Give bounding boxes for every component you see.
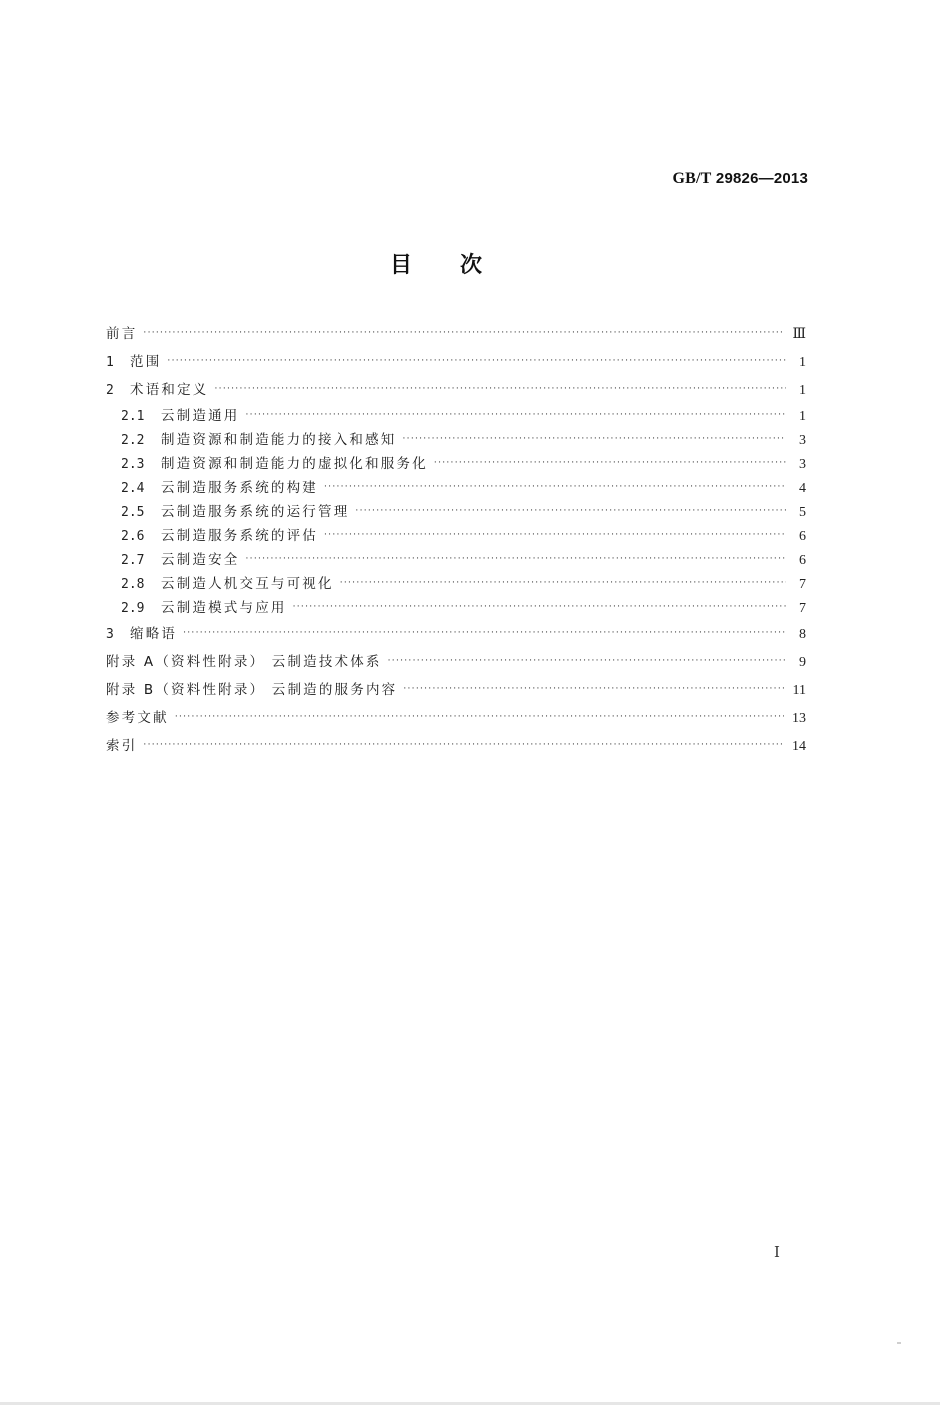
toc-entry-number: 2	[106, 383, 114, 398]
leader-dots	[175, 703, 784, 731]
toc-entry-2-4[interactable]	[106, 476, 806, 500]
page-bottom-edge	[0, 1402, 940, 1405]
toc-entry-number: 2.1	[121, 409, 145, 424]
toc-entry-page: 9	[799, 655, 806, 670]
standard-number: 29826—2013	[715, 170, 808, 187]
toc-entry-appendix-a[interactable]	[106, 648, 806, 676]
toc-entry-page: 1	[799, 355, 806, 370]
toc-entry-2-3[interactable]	[106, 452, 806, 476]
toc-entry-number: 3	[106, 627, 114, 642]
toc-entry-number: 2.9	[121, 601, 145, 616]
toc-entry-label: 云制造服务系统的评估	[161, 528, 318, 544]
leader-dots	[403, 675, 784, 703]
toc-entry-label: 前言	[106, 326, 138, 342]
toc-entry-page: 1	[799, 383, 806, 398]
leader-dots	[355, 499, 786, 523]
toc-entry-label: 制造资源和制造能力的接入和感知	[161, 432, 397, 448]
toc-entry-number: 2.2	[121, 433, 145, 448]
leader-dots	[434, 451, 786, 475]
leader-dots	[215, 375, 787, 403]
toc-entry-page: 8	[799, 627, 806, 642]
toc-entry-label: 云制造安全	[161, 552, 240, 568]
toc-entry-abbreviations[interactable]	[106, 620, 806, 648]
table-of-contents	[106, 320, 806, 760]
scan-mark	[897, 1342, 901, 1344]
toc-entry-number: 2.6	[121, 529, 145, 544]
toc-entry-page: 3	[799, 433, 806, 448]
toc-entry-scope[interactable]	[106, 348, 806, 376]
toc-entry-number: 2.8	[121, 577, 145, 592]
toc-entry-appendix-b[interactable]	[106, 676, 806, 704]
toc-entry-label: 云制造服务系统的构建	[161, 480, 318, 496]
toc-entry-label: 索引	[106, 738, 138, 754]
toc-entry-references[interactable]	[106, 704, 806, 732]
toc-entry-page: 7	[799, 577, 806, 592]
toc-entry-label: 云制造通用	[161, 408, 240, 424]
page-number: Ⅰ	[774, 1245, 780, 1261]
leader-dots	[246, 547, 787, 571]
toc-entry-2-2[interactable]	[106, 428, 806, 452]
toc-entry-index[interactable]	[106, 732, 806, 760]
toc-entry-page: Ⅲ	[792, 327, 806, 342]
leader-dots	[143, 731, 784, 759]
leader-dots	[293, 595, 786, 619]
toc-entry-label: 云制造模式与应用	[161, 600, 287, 616]
toc-entry-number: 1	[106, 355, 114, 370]
toc-entry-number: 2.4	[121, 481, 145, 496]
toc-entry-2-8[interactable]	[106, 572, 806, 596]
toc-entry-foreword[interactable]	[106, 320, 806, 348]
toc-entry-label: 制造资源和制造能力的虚拟化和服务化	[161, 456, 428, 472]
leader-dots	[324, 475, 786, 499]
leader-dots	[183, 619, 786, 647]
toc-entry-label: 附录 B（资料性附录） 云制造的服务内容	[106, 682, 398, 698]
toc-entry-label: 云制造人机交互与可视化	[161, 576, 334, 592]
standard-code	[672, 170, 808, 188]
leader-dots	[340, 571, 786, 595]
toc-entry-page: 3	[799, 457, 806, 472]
toc-entry-page: 4	[799, 481, 806, 496]
toc-entry-label: 术语和定义	[130, 382, 209, 398]
standard-prefix: GB/T	[672, 170, 712, 187]
toc-entry-number: 2.7	[121, 553, 145, 568]
toc-entry-2-6[interactable]	[106, 524, 806, 548]
toc-entry-page: 1	[799, 409, 806, 424]
toc-entry-label: 云制造服务系统的运行管理	[161, 504, 350, 520]
toc-entry-page: 5	[799, 505, 806, 520]
leader-dots	[324, 523, 786, 547]
page-title: 目次	[389, 253, 530, 278]
toc-entry-2-7[interactable]	[106, 548, 806, 572]
toc-entry-terms[interactable]	[106, 376, 806, 404]
toc-entry-page: 6	[799, 529, 806, 544]
toc-entry-label: 范围	[130, 354, 162, 370]
leader-dots	[403, 427, 787, 451]
toc-entry-page: 7	[799, 601, 806, 616]
toc-entry-page: 14	[792, 739, 806, 754]
toc-entry-label: 缩略语	[130, 626, 178, 642]
toc-entry-2-1[interactable]	[106, 404, 806, 428]
toc-entry-page: 6	[799, 553, 806, 568]
toc-entry-number: 2.3	[121, 457, 145, 472]
toc-entry-label: 附录 A（资料性附录） 云制造技术体系	[106, 654, 382, 670]
toc-entry-2-9[interactable]	[106, 596, 806, 620]
leader-dots	[143, 319, 784, 347]
toc-entry-page: 11	[792, 683, 806, 698]
leader-dots	[388, 647, 786, 675]
toc-entry-number: 2.5	[121, 505, 145, 520]
leader-dots	[246, 403, 787, 427]
toc-entry-page: 13	[792, 711, 806, 726]
toc-entry-2-5[interactable]	[106, 500, 806, 524]
leader-dots	[167, 347, 786, 375]
toc-entry-label: 参考文献	[106, 710, 169, 726]
